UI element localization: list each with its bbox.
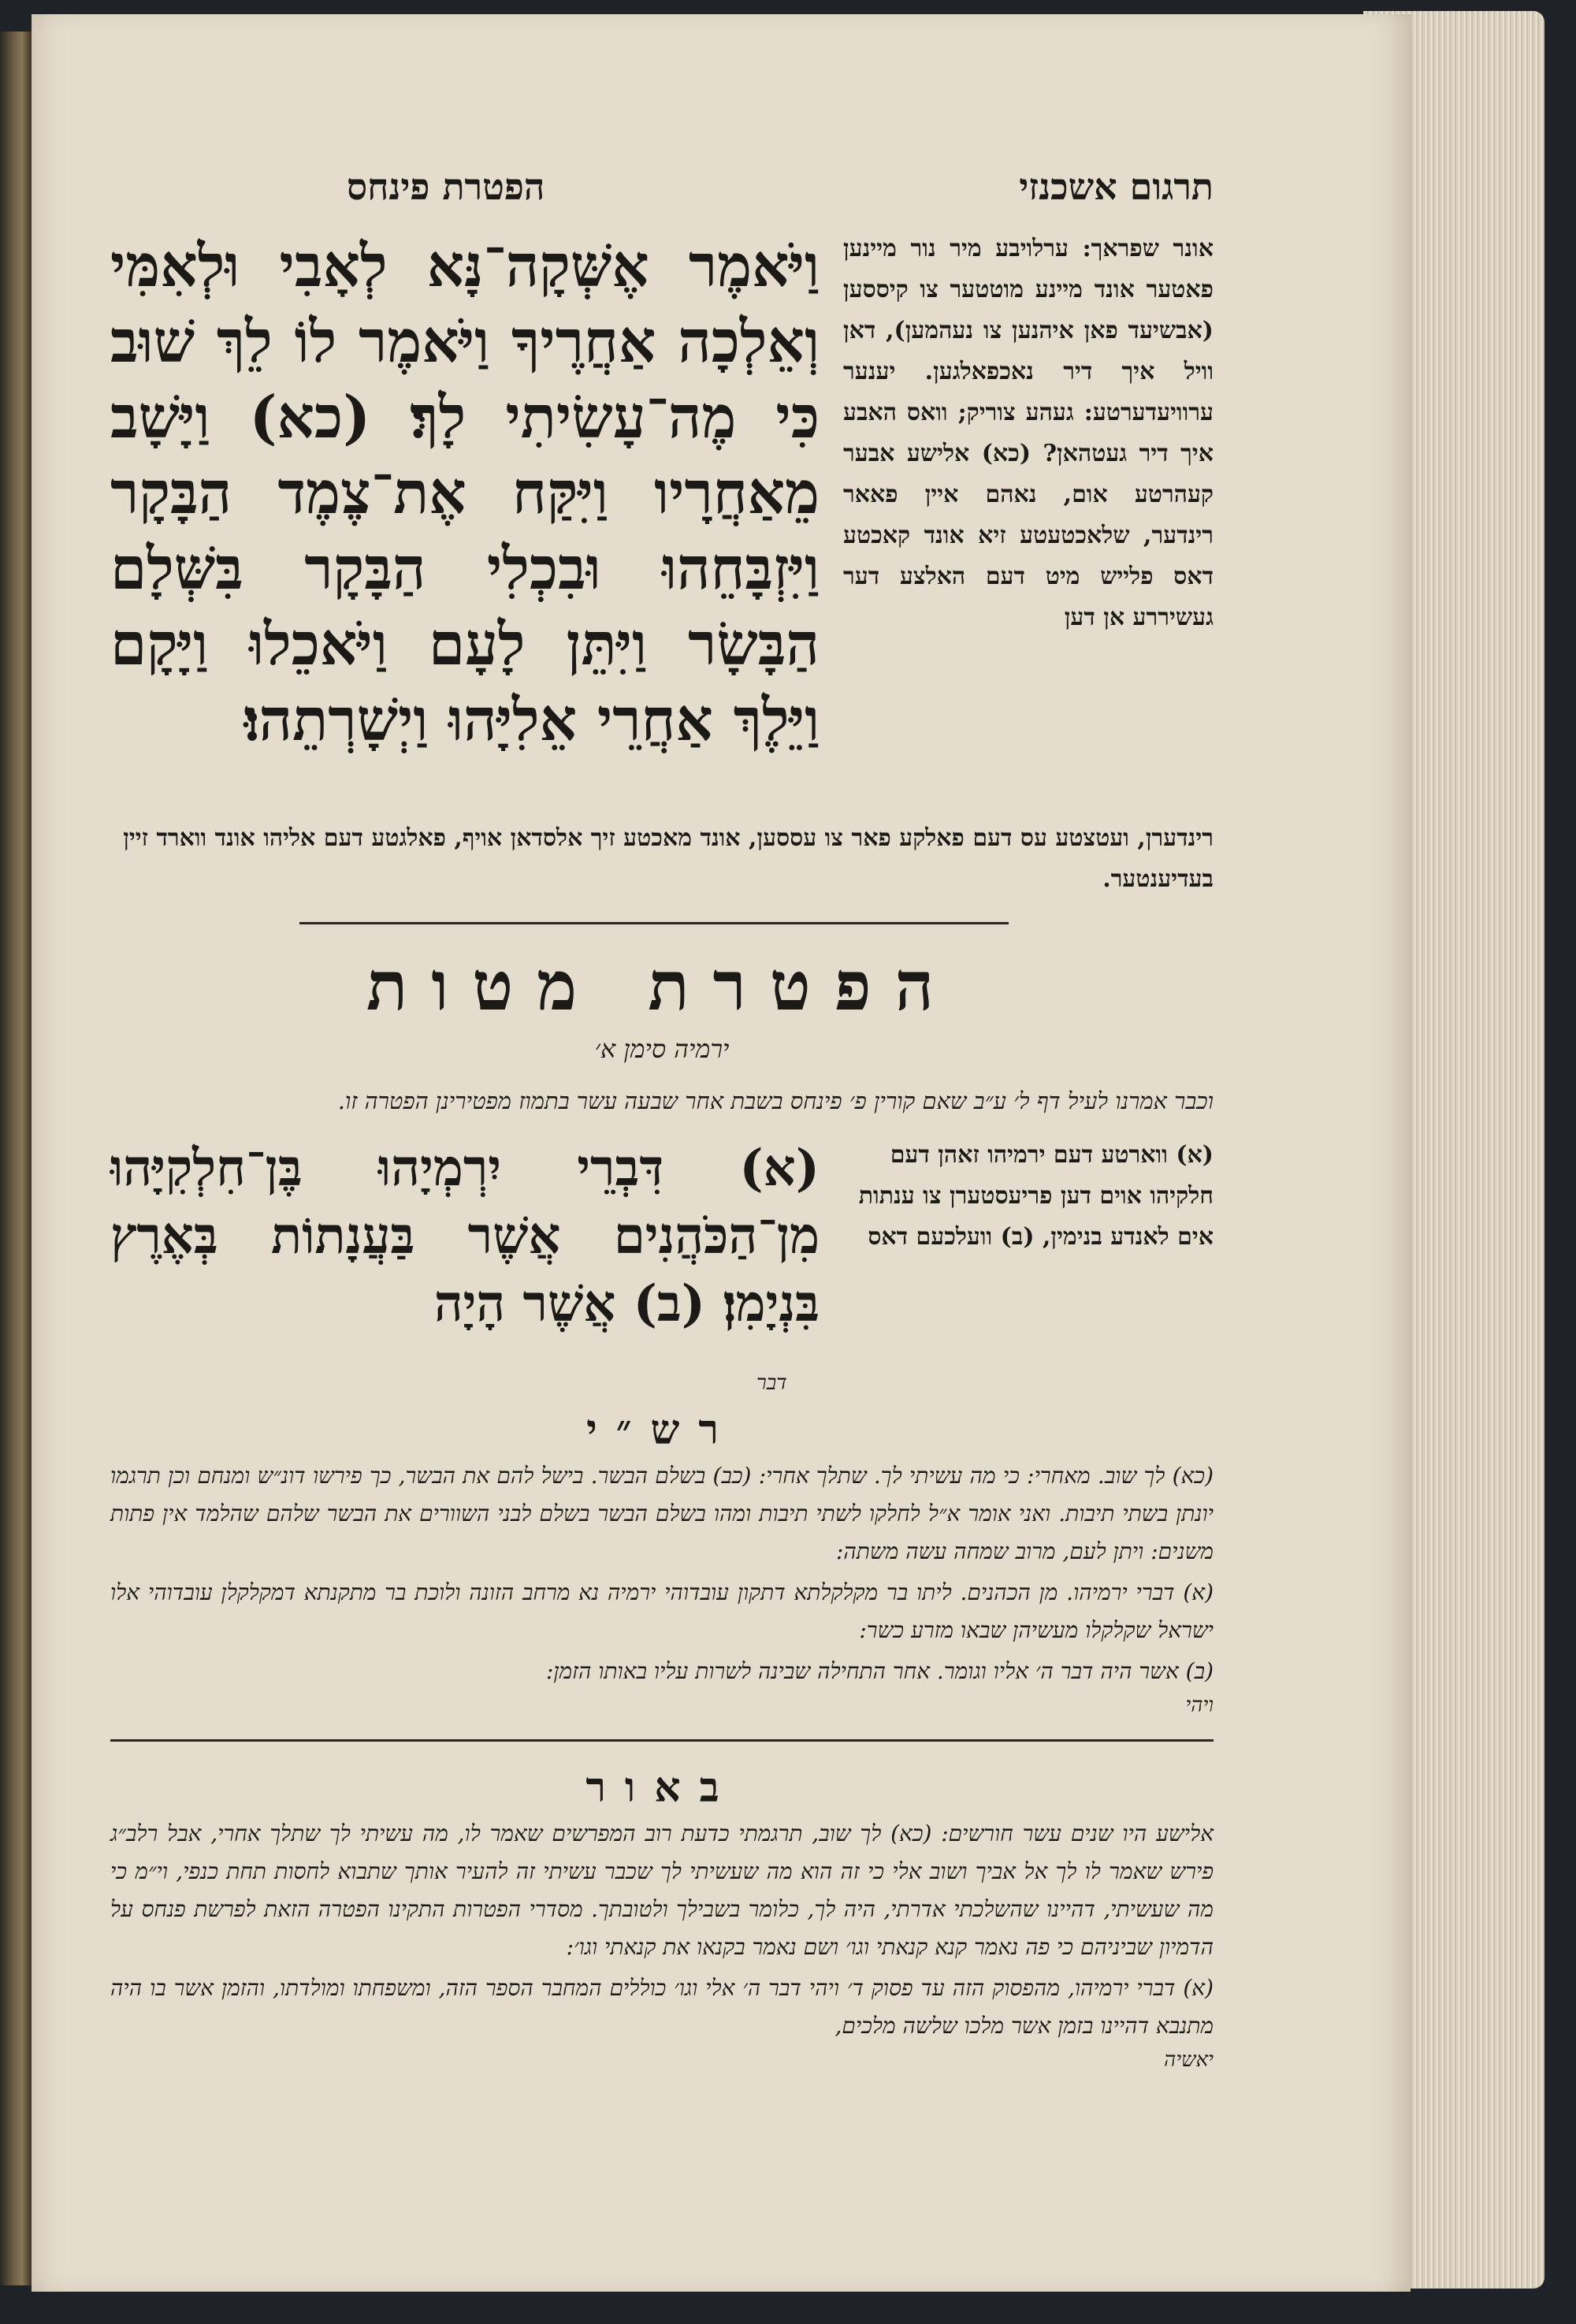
biur-commentary xyxy=(110,1815,1214,2045)
rashi-line: (ב) אשר היה דבר ה׳ אליו וגומר. אחר התחילה שבינה לשרות עליו באותו הזמן: xyxy=(545,1658,1214,1684)
book-spine xyxy=(0,32,32,2285)
biur-heading: באור xyxy=(585,1764,738,1812)
hebrew-verse-column: וַיֹּאמֶר אֶשְּׁקָה־נָּא לְאָבִי וּלְאִמִּי וְאֵלְכָה אַחֲרֶיךָ וַיֹּאמֶר לוֹ לֵךְ שׁוּב כִּי מֶה־עָשִׂיתִי לָךְ׃ (כא) וַיָּשָׁב מֵאַחֲרָיו וַיִּקַּח אֶת־צֶמֶד הַבָּקָר וַיִּזְבָּחֵהוּ וּבִכְלִי הַבָּקָר בִּשְּׁלָם הַבָּשָׂר וַיִּתֵּן לָעָם וַיֹּאכֵלוּ וַיָּקָם וַיֵּלֶךְ אַחֲרֵי אֵלִיָּהוּ וַיְשָׁרְתֵהוּ׃ xyxy=(110,232,820,754)
translation-column: אונר שפראך: ערלויבע מיר נור מיינען פאטער אונד מיינע מוטטער צו קיססען (אבשיעד פאן איהנען צו נעהמען), דאן וויל איך דיר נאכפאלגען. יענער ערוויעדערטע: געהע צוריק; וואס האבע איך דיר געטהאן? (כא) אלישע אבער קעהרטע אום, נאהם איין פאאר רינדער, שלאכטעטע זיא אונד קאכטע דאס פלייש מיט דעם האלצע דער געשיררע אן דען xyxy=(843,235,1214,631)
page-content xyxy=(110,165,1214,2072)
header-translation-title: תרגום אשכנזי xyxy=(1019,165,1214,208)
rashi-commentary xyxy=(110,1457,1214,1690)
top-block xyxy=(110,229,1214,812)
catchword: ויהי xyxy=(1185,1694,1214,1717)
hebrew-verse-column: (א) דִּבְרֵי יִרְמְיָהוּ בֶּן־חִלְקִיָּהוּ מִן־הַכֹּהֲנִים אֲשֶׁר בַּעֲנָתוֹת בְּאֶרֶץ בִּנְיָמִן׃ (ב) אֲשֶׁר הָיָה xyxy=(110,1139,820,1333)
rashi-heading: רש״י xyxy=(586,1406,738,1454)
divider xyxy=(110,1739,1214,1742)
biur-line: אלישע היו שנים עשר חורשים: (כא) לך שוב, תרגמתי כדעת רוב המפרשים שאמר לו, מה עשיתי לך שתלך אחרי, אבל רלב״ג פירש שאמר לו לך אל אביך ושוב אלי כי זה הוא מה שעשיתי לך שכבר עשיתי זה להעיר אותך שתבוא לחסות תחת כנפי, וי״מ כי מה שעשיתי, דהיינו שהשלכתי אדרתי, היה לך, כלומר בשבילך ולטובתך. מסדרי הפטרות התקינו הפטרה הזאת לפרשת פנחס על הדמיון שביניהם כי פה נאמר קנא קנאתי וגו׳ ושם נאמר בקנאו את קנאתי וגו׳: xyxy=(110,1820,1214,1960)
section-title: הפטרת מטות xyxy=(366,946,958,1026)
rashi-line: (א) דברי ירמיהו. מן הכהנים. ליתו בר מקלקלתא דתקון עובדוהי ירמיה נא מרחב הזונה ולוכת בר מתקנתא דמקלקלן עובדוהי אלו ישראל שקלקלו מעשיהן שבאו מזרע כשר: xyxy=(110,1579,1214,1643)
translation-continuation: רינדערן, ועטצטע עס דעם פאלקע פאר צו עססען, אונד מאכטע זיך אלסדאן אויף, פאלגטע דעם אליהו אונד ווארד זיין בעדיענטער. xyxy=(123,824,1214,893)
header-haftarah-title: הפטרת פינחס xyxy=(347,165,545,208)
section-subtitle: ירמיה סימן א׳ xyxy=(594,1034,730,1064)
divider xyxy=(299,922,1009,924)
catchword: יאשיה xyxy=(1164,2048,1214,2072)
rashi-line: (כא) לך שוב. מאחרי: כי מה עשיתי לך. שתלך אחרי: (כב) בשלם הבשר. בישל להם את הבשר, כך פירשו דונ״ש ומנחם וכן תרגמו יונתן בשתי תיבות. ואני אומר א״ל לחלקו לשתי תיבות ומהו בשלם הבשר בשלם לבני השוורים את הבשר שלהם שהלמד אין פתות משנים: ויתן לעם, מרוב שמחה עשה משתה: xyxy=(110,1463,1214,1564)
catchword: דבר xyxy=(756,1371,787,1395)
mid-block xyxy=(110,1135,1214,1395)
translation-column: (א) ווארטע דעם ירמיהו זאהן דעם חלקיהו אוים דען פריעסטערן צו ענתות אים לאנדע בנימין, (ב) וועלכעם דאס xyxy=(858,1141,1214,1251)
biur-line: (א) דברי ירמיהו, מהפסוק הזה עד פסוק ד׳ ויהי דבר ה׳ אלי וגו׳ כוללים המחבר הספר הזה, ומשפחתו ומולדתו, והזמן אשר בו היה מתנבא דהיינו בזמן אשר מלכו שלשה מלכים, xyxy=(110,1975,1214,2039)
running-header xyxy=(110,165,1214,229)
intro-note: וכבר אמרנו לעיל דף ל׳ ע״ב שאם קורין פ׳ פינחס בשבת אחר שבעה עשר בתמוז מפטירינן הפטרה זו. xyxy=(337,1088,1214,1114)
